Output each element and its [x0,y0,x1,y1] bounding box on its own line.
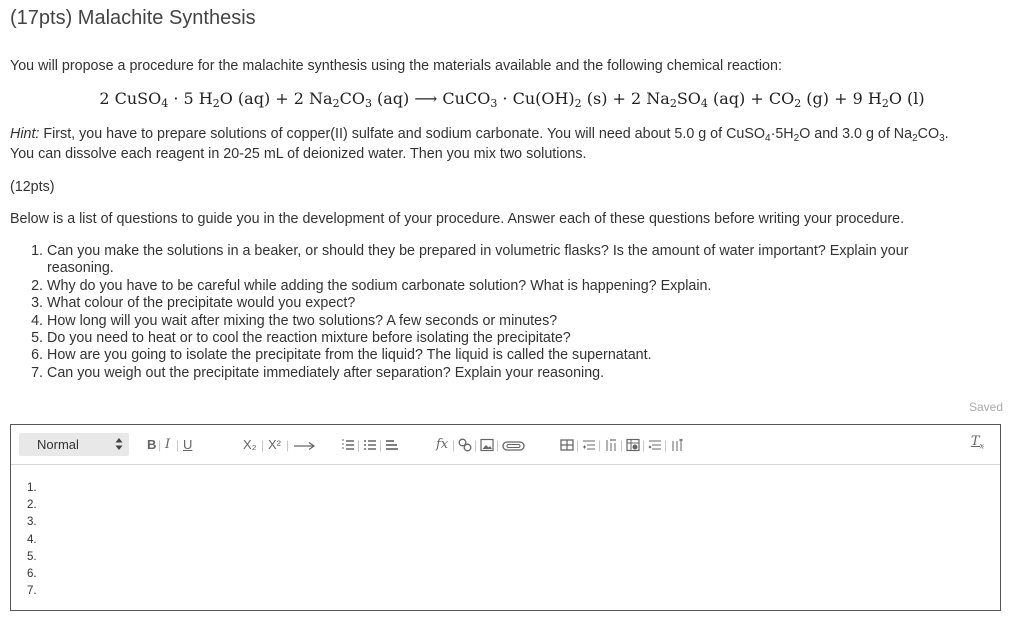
list-item: 1. Can you make the solutions in a beaker, or should they be prepared in volumetric flasks? Is the amount of water important? Explain your reasoning. [47,243,977,278]
clear-format-button[interactable]: $T_x$ [970,434,984,451]
unordered-list-icon[interactable] [363,438,377,452]
italic-button[interactable]: I [165,437,171,452]
page-title: (17pts) Malachite Synthesis [10,7,256,29]
chemical-equation: 2 CuSO$_4$ · 5 $H_2O$ (aq) + 2 $Na_2CO_3$ (aq) ⟶ CuCO$_3$ · $Cu(OH)_2$ (s) + 2 $Na_2SO_4$ $(aq) + CO_2$ (g) + 9 $H_2O$ (l) [99,89,925,110]
insert-row-icon[interactable] [582,438,596,452]
list-item: 5. Do you need to heat or to cool the reaction mixture before isolating the precipitate? [47,330,977,347]
editor-line[interactable]: 6. [27,568,37,581]
points-label: (12pts) [10,179,55,195]
bold-button[interactable]: B [147,437,157,452]
list-item: 3. What colour of the precipitate would you expect? [47,295,977,312]
hint-text-1e: . [944,126,949,142]
separator: | [158,438,162,452]
separator: | [598,438,602,452]
intro-text: You will propose a procedure for the malachite synthesis using the materials available and the following chemical reaction: [10,58,782,74]
guide-text: Below is a list of questions to guide you in the development of your procedure. Answer each of these questions before writing your procedure. [10,211,905,227]
separator: | [286,438,290,452]
hint-text-1d: CO [917,126,940,142]
separator: | [261,438,265,452]
separator: | [379,438,383,452]
editor-line[interactable]: 7. [27,585,37,598]
editor-line[interactable]: 3. [27,516,37,529]
subscript-button[interactable]: X₂ [243,437,257,452]
separator: | [664,438,668,452]
select-arrows-icon [115,438,123,450]
hint-text-1c: O and 3.0 g of Na [799,126,913,142]
delete-column-icon[interactable] [670,438,684,452]
editor-line[interactable]: 4. [27,533,37,546]
question-list [30,243,977,382]
editor-content[interactable] [21,480,37,600]
list-item: 6. How are you going to isolate the precipitate from the liquid? The liquid is called the supernatant. [47,347,977,364]
editor-line[interactable]: 1. [27,482,37,494]
insert-column-icon[interactable] [604,438,618,452]
align-icon[interactable] [385,438,399,452]
hint-text-1a: First, you have to prepare solutions of copper(II) sulfate and sodium carbonate. You will need about 5.0 g of CuSO [39,126,766,142]
link-icon[interactable] [458,438,472,452]
editor-toolbar [11,425,1000,465]
hint-label: Hint: [10,126,40,142]
separator: | [642,438,646,452]
separator: | [357,438,361,452]
separator: | [176,438,180,452]
superscript-button[interactable]: X² [268,437,281,452]
hint-line-1: Hint: First, you have to prepare solutions of copper(II) sulfate and sodium carbonate. You will need about 5.0 g of $CuSO_4\cdot 5H_2O$ and 3.0 g of $Na_2CO_3$. [10,126,949,144]
list-item: 2. Why do you have to be careful while adding the sodium carbonate solution? What is happening? Explain. [47,278,977,295]
separator: | [576,438,580,452]
ordered-list-icon[interactable] [341,438,355,452]
delete-column-icon[interactable] [648,438,662,452]
hint-text-1b: ·5H [770,126,794,142]
editor-line[interactable]: 2. [27,499,37,512]
separator: | [620,438,624,452]
image-icon[interactable] [480,438,494,452]
formula-button[interactable]: fx [436,437,449,452]
underline-button[interactable]: U [183,437,193,452]
saved-status: Saved [968,400,1003,414]
separator: | [474,438,478,452]
separator: | [496,438,500,452]
list-item: 7. Can you weigh out the precipitate immediately after separation? Explain your reasoning. [47,365,977,382]
attachment-icon[interactable] [502,440,526,452]
separator: | [452,438,456,452]
hint-line-2: You can dissolve each reagent in 20-25 mL of deionized water. Then you mix two solutions. [10,146,587,162]
answer-editor[interactable] [10,424,1001,611]
editor-line[interactable]: 5. [27,550,37,563]
table-icon[interactable] [560,438,574,452]
delete-row-icon[interactable] [626,438,640,452]
list-item: 4. How long will you wait after mixing the two solutions? A few seconds or minutes? [47,313,977,330]
arrow-icon[interactable] [293,441,317,451]
format-select-value: Normal [37,437,79,452]
paragraph-format-select[interactable] [19,433,129,456]
